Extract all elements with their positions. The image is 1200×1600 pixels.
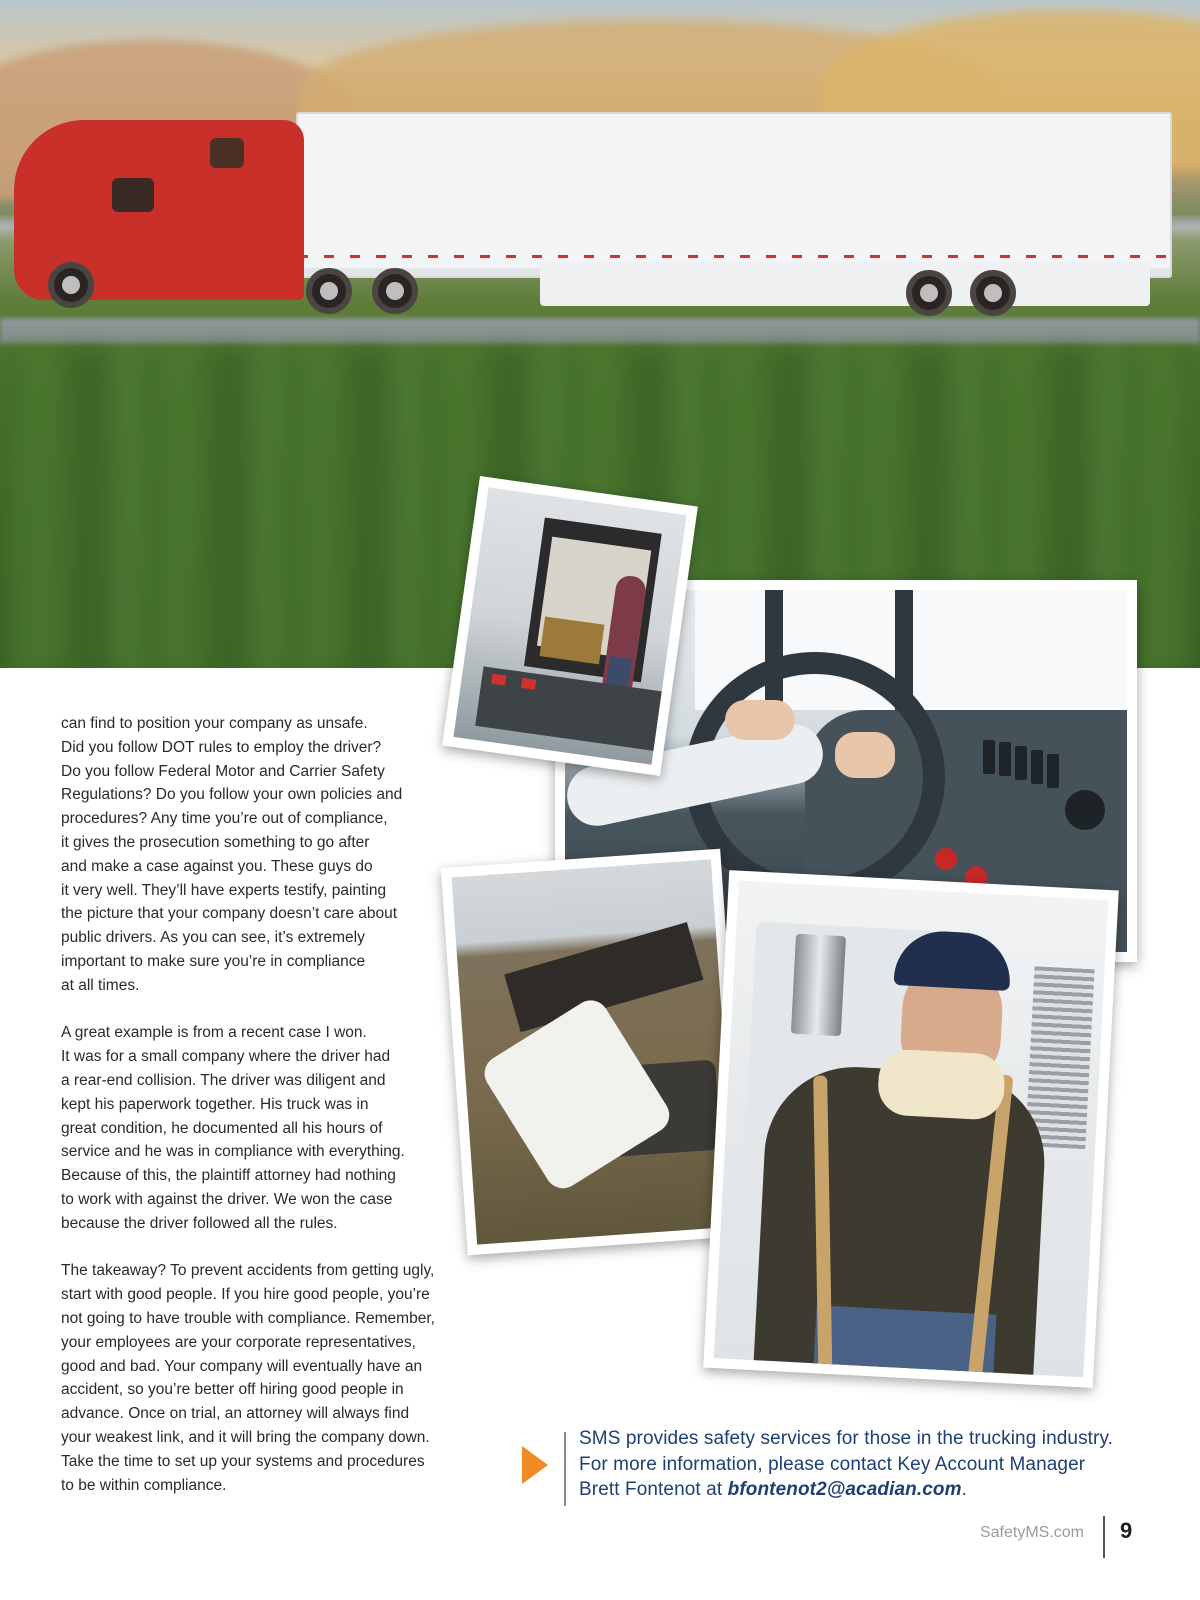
callout-line-3-suffix: . (961, 1479, 967, 1500)
article-body (61, 712, 461, 1521)
trailer (296, 112, 1172, 278)
callout-line-1: SMS provides safety services for those in the trucking industry. (579, 1428, 1114, 1449)
footer-site-name: SafetyMS.com (979, 1524, 1084, 1541)
play-arrow-icon (522, 1446, 548, 1484)
callout-text (579, 1426, 1169, 1503)
article-paragraph: A great example is from a recent case I won. It was for a small company where the driver had a rear-end collision. The driver was diligent and kept his paperwork together. His truck was in great condition, he documented all his hours of service and he was in compliance with everything. Because of this, the plaintiff attorney had nothing to work with against the driver. We won the case because the driver followed all the rules. (61, 1024, 405, 1232)
callout-divider (564, 1432, 566, 1506)
article-paragraph: can find to position your company as unsafe. Did you follow DOT rules to employ the driver? Do you follow Federal Motor and Carrier Safety Regulations? Do you follow your own policies and procedures? Any time you’re out of compliance, it gives the prosecution something to go after and make a case against you. These guys do it very well. They’ll have experts testify, painting the picture that your company doesn’t care about public drivers. As you can see, it’s extremely important to make sure you’re in compliance at all times. (61, 715, 403, 994)
callout-line-3-prefix: Brett Fontenot at (579, 1479, 728, 1500)
contact-email-link[interactable]: bfontenot2@acadian.com (727, 1479, 962, 1500)
cargo-inspection-photo (442, 476, 698, 776)
article-paragraph: The takeaway? To prevent accidents from getting ugly, start with good people. If you hire good people, you’re not going to have trouble with compliance. Remember, your employees are your corporate representatives, good and bad. Your company will eventually have an accident, so you’re better off hiring good people in advance. Once on trial, an attorney will always find your weakest link, and it will bring the company down. Take the time to set up your systems and procedures to be within compliance. (61, 1262, 435, 1494)
callout-line-2: For more information, please contact Key Account Manager (579, 1453, 1086, 1475)
truck-crash-photo (441, 849, 747, 1256)
footer-divider (1103, 1516, 1105, 1558)
contact-callout (520, 1426, 1160, 1506)
page-number: 9 (1120, 1518, 1133, 1543)
callout-line-3 (579, 1477, 1169, 1503)
injured-driver-photo (703, 870, 1119, 1388)
